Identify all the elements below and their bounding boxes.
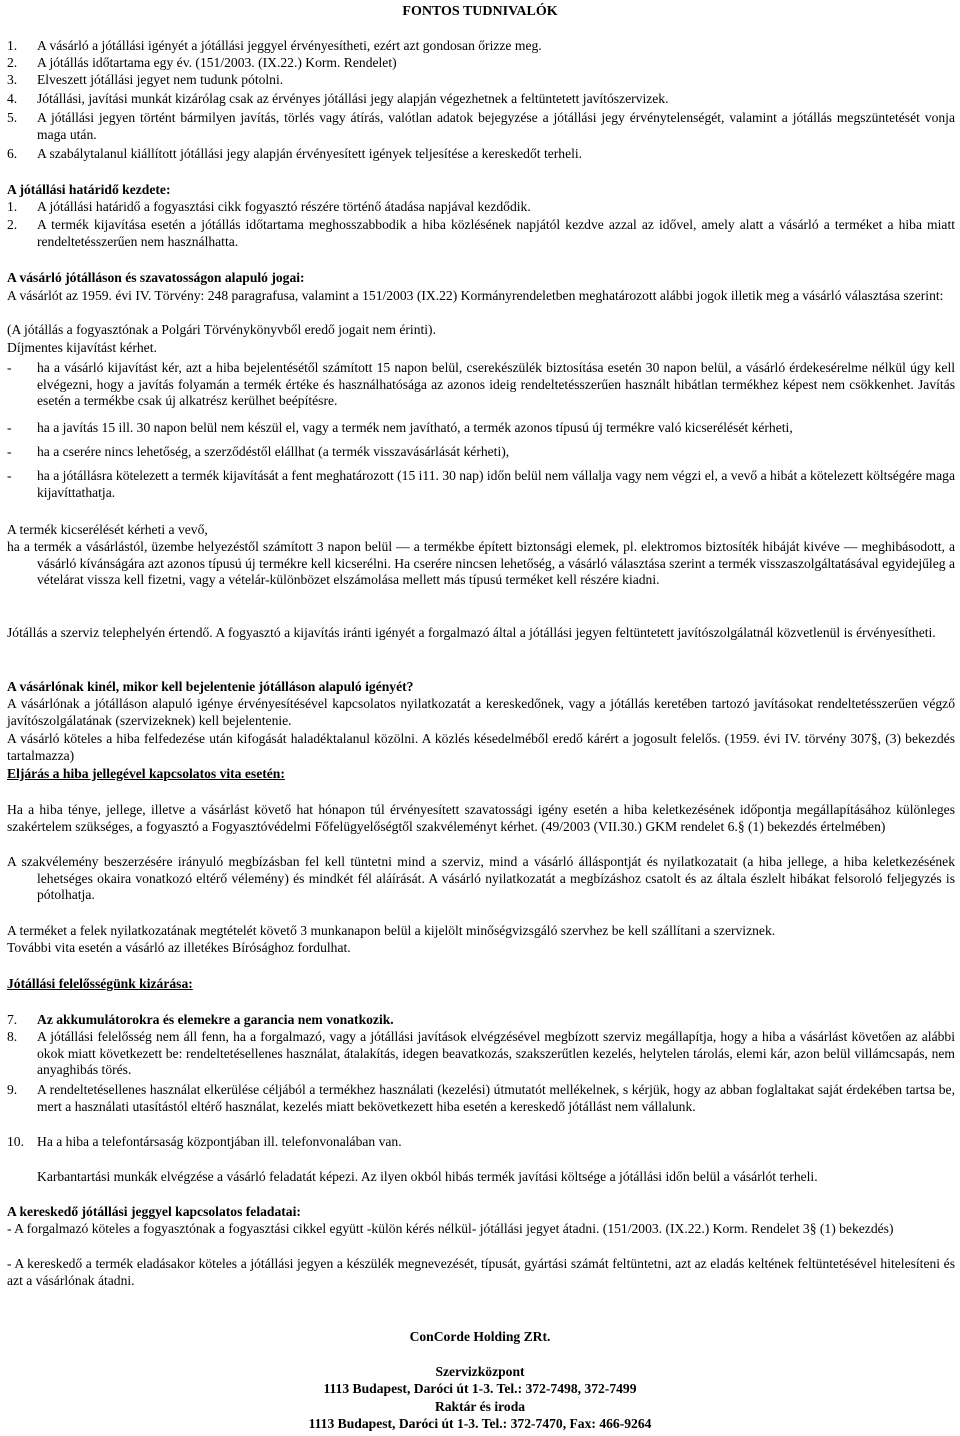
paragraph: A terméket a felek nyilatkozatának megtételét követő 3 munkanapon belül a kijelölt minőségvizsgáló szervhez be kell szállítani a szerviznek.: [7, 923, 776, 938]
list-item: A jótállási jegyen történt bármilyen javítás, törlés vagy átírás, valótlan adatok bejegyzése a jótállási jegy érvénytelenségét, valamint a jótállás megszüntetését vonja maga után.: [37, 110, 955, 142]
paragraph: A szakvélemény beszerzésére irányuló megbízásban fel kell tüntetni mind a szerviz, mind a vásárló álláspontját és nyilatkozatait (a hiba jellege, a hiba keletkezésének lehetséges okaira vonatkozó eltérő vélemény) és mindkét fél aláírását. A vásárló nyilatkozatát a megbízáshoz csatolt és az általa észlelt hibákat felsoroló feljegyzés is pótolhatja.: [7, 854, 955, 902]
dash-bullet: -: [7, 444, 12, 459]
list-item: A szabálytalanul kiállított jótállási jegy alapján érvényesített igények teljesítése a kereskedőt terheli.: [37, 146, 583, 161]
dash-bullet: -: [7, 468, 12, 483]
section-heading: A kereskedő jótállási jeggyel kapcsolatos feladatai:: [7, 1204, 301, 1219]
section-heading: A vásárló jótálláson és szavatosságon alapuló jogai:: [7, 270, 305, 285]
list-item: ha a cserére nincs lehetőség, a szerződéstől elállhat (a termék visszavásárlását kérheti),: [37, 444, 510, 459]
dash-bullet: -: [7, 420, 12, 435]
paragraph: Jótállás a szerviz telephelyén értendő. A fogyasztó a kijavítás iránti igényét a forgalmazó által a jótállási jegyen feltüntetett javítószolgálatnál közvetlenül is érvényesítheti.: [7, 625, 936, 640]
paragraph: A termék kicserélését kérheti a vevő,: [7, 522, 208, 537]
list-item: A vásárló a jótállási igényét a jótállási jeggyel érvényesítheti, ezért azt gondosan őrizze meg.: [37, 38, 542, 53]
section-heading: A vásárlónak kinél, mikor kell bejelentenie jótálláson alapuló igényét?: [7, 679, 414, 694]
section-heading: Jótállási felelősségünk kizárása:: [7, 976, 193, 991]
paragraph: A vásárlót az 1959. évi IV. Törvény: 248 paragrafusa, valamint a 151/2003 (IX.22) Kormányrendeletben meghatározott alábbi jogok illetik meg a vásárló választása szerint:: [7, 288, 944, 303]
list-number: 8.: [7, 1029, 18, 1044]
warehouse-address: 1113 Budapest, Daróci út 1-3. Tel.: 372-7470, Fax: 466-9264: [308, 1416, 652, 1431]
service-address: 1113 Budapest, Daróci út 1-3. Tel.: 372-7498, 372-7499: [323, 1381, 637, 1396]
list-item: ha a jótállásra kötelezett a termék kijavítását a fent meghatározott (15 i11. 30 nap) időn belül nem vállalja vagy nem végzi el, a vevő a hibát a kötelezett költségére maga kijavíttathatja.: [37, 468, 955, 500]
list-number: 2.: [7, 55, 18, 70]
list-item: A rendeltetésellenes használat elkerülése céljából a termékhez használati (kezelési) útmutatót mellékelnek, s kérjük, hogy az abban foglaltakat saját érdekében tartsa be, mert a használati utasítástól eltérő használat, kezelés miatt bekövetkezett hiba esetén a kereskedő jótállást nem vállalunk.: [37, 1082, 955, 1114]
paragraph: A vásárlónak a jótálláson alapuló igénye érvényesítésével kapcsolatos nyilatkozatát a kereskedőnek, vagy a jótállás keretében tartozó javításokat rendeltetésszerűen végző javítószolgálatának (szervizeknek) kell bejelentenie.: [7, 696, 955, 728]
list-item: A jótállási határidő a fogyasztási cikk fogyasztó részére történő átadása napjával kezdődik.: [37, 199, 531, 214]
list-number: 2.: [7, 217, 18, 232]
list-item: A termék kijavítása esetén a jótállás időtartama meghosszabbodik a hiba közlésének napjától kezdve azzal az idővel, amely alatt a vásárló a terméket a hiba miatt rendeltetésszerűen nem használhatta.: [37, 217, 955, 249]
paragraph: Díjmentes kijavítást kérhet.: [7, 340, 157, 355]
list-number: 10.: [7, 1134, 24, 1149]
list-item: A jótállási felelősség nem áll fenn, ha a forgalmazó, vagy a jótállási javítások elvégzésével megbízott szerviz megállapítja, hogy a hiba a vásárlást követően az alábbi okok miatt következett be: rendeltetésellenes használat, átalakítás, idegen beavatkozás, szakszerűtlen kezelés, helytelen tárolás, elemi kár, azon belül villámcsapás, nem anyaghibás törés.: [37, 1029, 955, 1077]
paragraph: További vita esetén a vásárló az illetékes Bírósághoz fordulhat.: [7, 940, 351, 955]
paragraph: A vásárló köteles a hiba felfedezése után kifogását haladéktalanul közölni. A közlés késedelméből eredő kárért a jogosult felelős. (1959. évi IV. törvény 307§, (3) bekezdés tartalmazza): [7, 731, 955, 763]
list-number: 5.: [7, 110, 18, 125]
list-number: 4.: [7, 91, 18, 106]
list-item: ha a javítás 15 ill. 30 napon belül nem készül el, vagy a termék nem javítható, a termék azonos típusú új termékre való kicserélését kérheti,: [37, 420, 793, 435]
section-heading: A jótállási határidő kezdete:: [7, 182, 171, 197]
list-item: A jótállás időtartama egy év. (151/2003. (IX.22.) Korm. Rendelet): [37, 55, 397, 70]
paragraph: - A forgalmazó köteles a fogyasztónak a fogyasztási cikkel együtt -külön kérés nélkül- jótállási jegyet átadni. (151/2003. (IX.22.) Korm. Rendelet 3§ (1) bekezdés): [7, 1221, 894, 1236]
list-item: Jótállási, javítási munkát kizárólag csak az érvényes jótállási jegy alapján végezhetnek a feltüntetett javítószervizek.: [37, 91, 669, 106]
list-item: ha a vásárló kijavítást kér, azt a hiba bejelentésétől számított 15 napon belül, cserekészülék biztosítása esetén 30 napon belül, a vásárló érdekesérelme nélkül úgy kell elvégezni, hogy a javítás folyamán a termék értéke és használhatósága az azonos ideig rendeltetésszerűen használt hibátlan termékhez képest nem csökkenhet. Javítás esetén a termékbe csak új alkatrész kerülhet beépítésre.: [37, 360, 955, 408]
list-item: Az akkumulátorokra és elemekre a garancia nem vonatkozik.: [37, 1012, 394, 1027]
warehouse-label: Raktár és iroda: [434, 1399, 526, 1414]
company-name: ConCorde Holding ZRt.: [409, 1329, 551, 1344]
list-number: 6.: [7, 146, 18, 161]
paragraph: (A jótállás a fogyasztónak a Polgári Törvénykönyvből eredő jogait nem érinti).: [7, 322, 436, 337]
list-number: 1.: [7, 199, 18, 214]
page-title: FONTOS TUDNIVALÓK: [402, 4, 558, 19]
service-label: Szervizközpont: [435, 1364, 525, 1379]
paragraph: ha a termék a vásárlástól, üzembe helyezéstől számított 3 napon belül — a termékbe épített biztonsági elemek, pl. elektromos biztosíték hibáját kivéve — meghibásodott, a vásárló kívánságára azt azonos típusú új termékre kell kicserélni. Ha cserére nincsen lehetőség, a vásárló választása szerint a termék visszaszolgáltatásával egyidejűleg a vételárat vissza kell fizetni, vagy a vételár-különbözet elszámolása mellett más típusú terméket kell részére kiadni.: [7, 539, 955, 587]
list-number: 7.: [7, 1012, 18, 1027]
paragraph: Karbantartási munkák elvégzése a vásárló feladatát képezi. Az ilyen okból hibás termék javítási költsége a jótállási időn belül a vásárlót terheli.: [37, 1169, 818, 1184]
dash-bullet: -: [7, 360, 12, 375]
list-item: Elveszett jótállási jegyet nem tudunk pótolni.: [37, 72, 284, 87]
list-item: Ha a hiba a telefontársaság központjában ill. telefonvonalában van.: [37, 1134, 402, 1149]
paragraph: - A kereskedő a termék eladásakor köteles a jótállási jegyen a készülék megnevezését, típusát, gyártási számát feltüntetni, azt az eladás keltének feltüntetésével hitelesíteni és azt a vásárlónak átadni.: [7, 1256, 955, 1288]
paragraph: Ha a hiba ténye, jellege, illetve a vásárlást követő hat hónapon túl érvényesített szavatossági igény esetén a hiba keletkezésének időpontja megállapításához különleges szakértelem szükséges, a fogyasztó a Fogyasztóvédelmi Főfelügyelőségtől szakvéleményt kérhet. (49/2003 (VII.30.) GKM rendelet 6.§ (1) bekezdés értelmében): [7, 802, 955, 834]
list-number: 3.: [7, 72, 18, 87]
list-number: 1.: [7, 38, 18, 53]
list-number: 9.: [7, 1082, 18, 1097]
section-heading: Eljárás a hiba jellegével kapcsolatos vita esetén:: [7, 766, 285, 781]
